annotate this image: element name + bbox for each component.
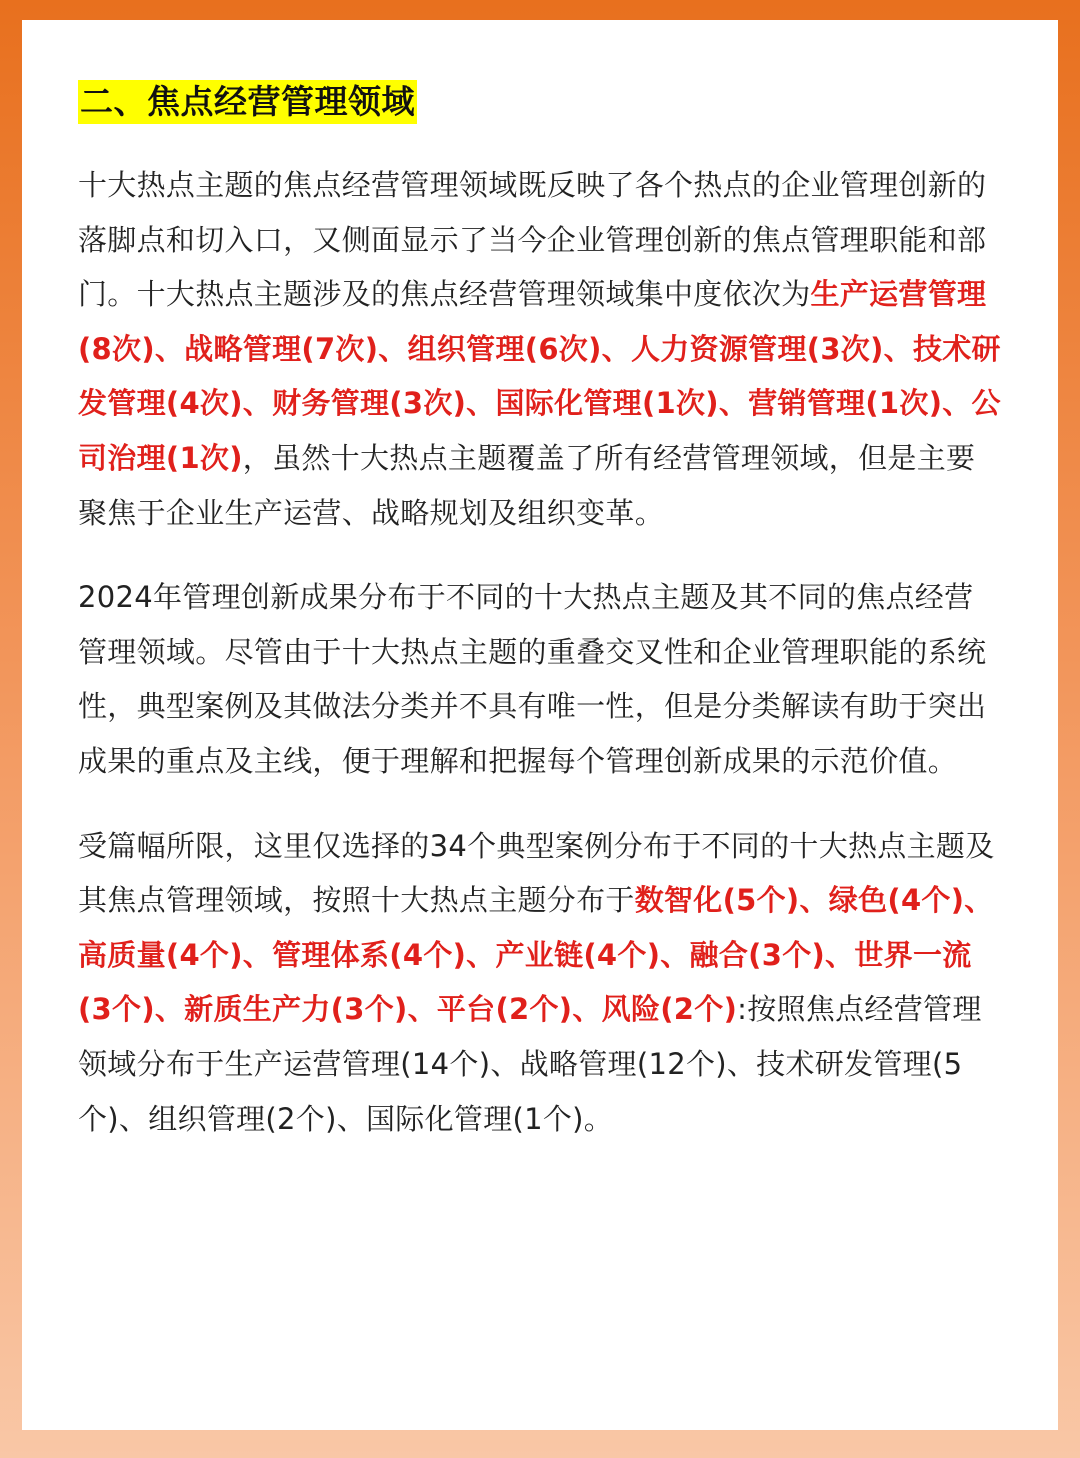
paragraph-1-tail: ，虽然十大热点主题覆盖了所有经营管理领域，但是主要聚焦于企业生产运营、战略规划及组织变革。: [78, 440, 976, 530]
paragraph-1-highlight: 生产运营管理(8次)、战略管理(7次)、组织管理(6次)、人力资源管理(3次)、技术研发管理(4次)、财务管理(3次)、国际化管理(1次)、营销管理(1次)、公司治理(1次): [78, 277, 1001, 475]
paragraph-3-highlight: 数智化(5个)、绿色(4个)、高质量(4个)、管理体系(4个)、产业链(4个)、融合(3个)、世界一流(3个)、新质生产力(3个)、平台(2个)、风险(2个): [78, 883, 994, 1027]
paragraph-3-tail: :按照焦点经营管理领域分布于生产运营管理(14个)、战略管理(12个)、技术研发管理(5个)、组织管理(2个)、国际化管理(1个)。: [78, 992, 982, 1136]
paragraph-1-lead: 十大热点主题的焦点经营管理领域既反映了各个热点的企业管理创新的落脚点和切入口，又侧面显示了当今企业管理创新的焦点管理职能和部门。十大热点主题涉及的焦点经营管理领域集中度依次为: [78, 168, 987, 312]
paragraph-innovation-results: [78, 570, 1002, 788]
section-heading: 二、焦点经营管理领域: [78, 80, 417, 124]
content-card: [22, 20, 1058, 1430]
paragraph-3-lead: 受篇幅所限，这里仅选择的34个典型案例分布于不同的十大热点主题及其焦点管理领域，按照十大热点主题分布于: [78, 828, 995, 918]
paragraph-focus-areas: [78, 158, 1002, 540]
paragraph-2-text: 2024年管理创新成果分布于不同的十大热点主题及其不同的焦点经营管理领域。尽管由于十大热点主题的重叠交叉性和企业管理职能的系统性，典型案例及其做法分类并不具有唯一性，但是分类解读有助于突出成果的重点及主线，便于理解和把握每个管理创新成果的示范价值。: [78, 580, 987, 778]
paragraph-typical-cases: [78, 819, 1002, 1147]
